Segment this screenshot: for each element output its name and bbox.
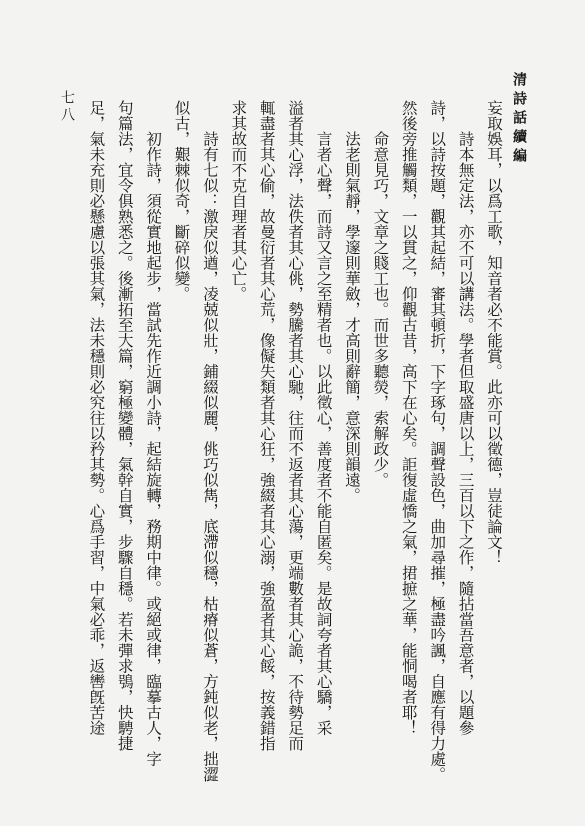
text-column: 命意見巧，文章之賤工也。而世多聽熒，索解政少。 [371,131,390,488]
text-column: 句篇法，宜令俱熟悉之。後漸拓至大篇，窮極變體，氣幹自實，步驟自穩。若未彈求鴞，快騁捷 [115,100,134,751]
text-column: 初作詩，須從實地起步，當試先作近調小詩，起結旋轉，務期中律。或絕或律，臨摹古人，字 [144,131,163,767]
text-column: 輒盡者其心偷，故曼衍者其心荒，像儗失類者其心狂，強綴者其心溺，強盈者其心餒，按義錯指 [257,100,276,751]
text-column: 詩本無定法，亦不可以講法。學者但取盛唐以上，三百以下之作，隨拈當吾意者，以題參 [456,131,475,736]
text-column: 然後旁推觸類，一以貫之，仰觀古昔，高下在心矣。詎復虛憍之氣，捃摭之華，能恫喝者耶！ [399,100,418,736]
running-header-book-title: 清詩話續編 [511,72,527,167]
page-number: 七八 [59,90,75,124]
vertical-text-body [80,100,508,800]
text-column: 法老則氣靜，學邃則華斂，才高則辭簡，意深則韻遠。 [342,131,361,503]
text-column: 似古，艱棘似奇，斷碎似變。 [172,100,191,302]
text-column: 言者心聲，而詩又言之至精者也。以此徵心，善度者不能自匿矣。是故詞夸者其心驕，采 [314,131,333,736]
text-column: 足，氣未充則必懸慮以張其氣，法未穩則必究往以矜其勢。心爲手習，中氣必乖，返轡旣苦途 [87,100,106,736]
text-column: 詩有七似：激戾似遒，凌兢似壯，鋪綴似麗，佻巧似雋，底滯似穩，枯瘠似蒼，方鈍似老，拙澀 [200,131,219,782]
text-column: 溢者其心浮，法佚者其心佻，勢騰者其心馳，往而不返者其心蕩，更端數者其心詭，不待勢足而 [286,100,305,751]
text-column: 妄取娛耳，以爲工歌，知音者必不能賞。此亦可以徵德，豈徒論文！ [485,100,503,565]
text-column: 求其故而不克自理者其心亡。 [229,100,248,302]
text-column: 詩，以詩按題，觀其起結，審其頓折，下字琢句，調聲設色，曲加尋摧，極盡吟諷，自應有得力處。 [428,100,447,782]
